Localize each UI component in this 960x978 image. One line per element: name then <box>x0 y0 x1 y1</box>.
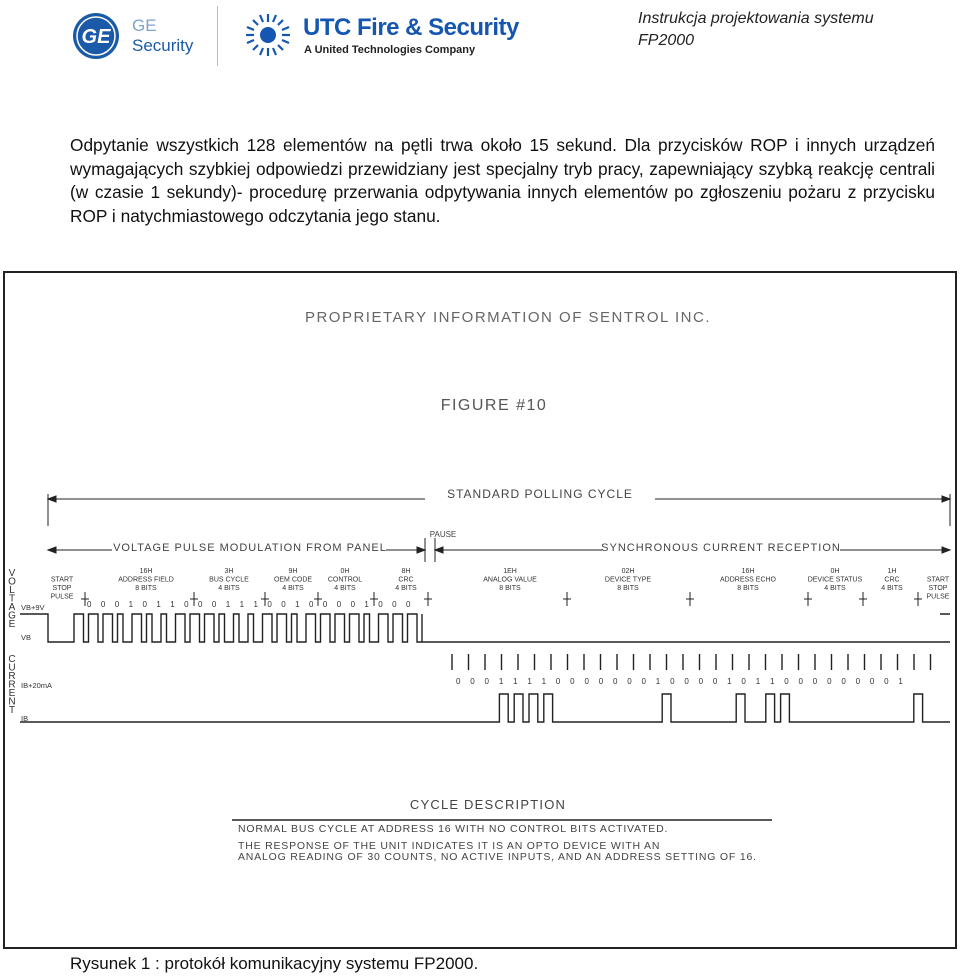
field-label-line: 4 BITS <box>881 585 903 592</box>
voltage-axis-letter: O <box>8 576 16 588</box>
voltage-mod-label: VOLTAGE PULSE MODULATION FROM PANEL <box>113 542 387 554</box>
current-axis-letter: N <box>8 696 16 708</box>
voltage-axis-letter: E <box>8 619 16 630</box>
field-label <box>927 577 950 601</box>
level-ib: IB <box>21 714 29 723</box>
field-label-line: 02H <box>621 568 635 575</box>
field-label-line: ADDRESS ECHO <box>719 576 777 584</box>
current-axis-letter: R <box>8 671 16 682</box>
body-paragraph: Odpytanie wszystkich 128 elementów na pętli trwa około 15 sekund. Dla przycisków ROP i innych urządzeń wymagających szybkiej odpowiedzi przewidziany jest specjalny tryb pracy, zapewniający szybką reakcję centrali (w czasie 1 sekundy)- procedurę przerwania odpytywania innych elementów po zgłoszeniu pożaru z przycisku ROP i natychmiastowego odczytania jego stanu. <box>70 135 935 226</box>
voltage-axis-letter: G <box>8 610 16 622</box>
field-label-line: 4 BITS <box>395 585 417 592</box>
field-label-line: PULSE <box>926 593 950 601</box>
voltage-axis-letter: T <box>8 593 16 605</box>
field-label-line: OEM CODE <box>273 576 313 584</box>
field-label-line: 4 BITS <box>218 585 240 592</box>
proprietary-label: PROPRIETARY INFORMATION OF SENTROL INC. <box>304 309 712 326</box>
field-label-line: 4 BITS <box>334 585 356 592</box>
desc-line-3: ANALOG READING OF 30 COUNTS, NO ACTIVE INPUTS, AND AN ADDRESS SETTING OF 16. <box>238 851 757 863</box>
voltage-axis-letter: L <box>9 585 15 596</box>
svg-text:GE: GE <box>81 26 111 48</box>
level-ib20: IB+20mA <box>21 681 53 690</box>
field-label-line: 1EH <box>503 568 517 575</box>
field-label-line: ADDRESS FIELD <box>118 576 174 584</box>
desc-line-1: NORMAL BUS CYCLE AT ADDRESS 16 WITH NO CONTROL BITS ACTIVATED. <box>238 823 669 835</box>
field-label-line: 0H <box>830 568 840 575</box>
current-axis-letter: T <box>8 705 16 716</box>
field-label-line: STOP <box>52 585 72 592</box>
level-vb9: VB+9V <box>21 603 45 612</box>
ge-security-name: GE Security <box>132 16 194 55</box>
field-label-line: 9H <box>288 568 298 575</box>
voltage-axis-letter: V <box>8 568 16 579</box>
header-divider <box>217 6 218 66</box>
page-header <box>0 0 960 75</box>
field-label-line: 16H <box>741 568 755 575</box>
field-label-line: START <box>50 576 74 584</box>
utc-globe-logo <box>242 12 294 58</box>
field-label-line: DEVICE STATUS <box>807 576 863 584</box>
pause-label: PAUSE <box>429 530 457 539</box>
polling-cycle-figure <box>0 270 960 950</box>
field-label-line: BUS CYCLE <box>209 576 249 584</box>
field-label-line: 8 BITS <box>617 585 639 592</box>
ge-logo <box>72 12 120 60</box>
current-bits: 0 0 0 1 1 1 1 0 0 0 0 0 0 0 1 0 0 0 0 1 0 1 1 0 0 0 0 0 0 0 0 1 <box>456 677 907 686</box>
current-axis-letter: U <box>8 662 16 674</box>
field-label-line: ANALOG VALUE <box>483 576 537 584</box>
voltage-axis-letter: A <box>8 602 16 613</box>
field-label-line: 8 BITS <box>499 585 521 592</box>
utc-title: UTC Fire & Security <box>303 14 519 41</box>
figure-label: FIGURE #10 <box>440 397 548 414</box>
sync-current-label: SYNCHRONOUS CURRENT RECEPTION <box>601 542 841 554</box>
field-label-line: 3H <box>224 568 234 575</box>
current-axis-letter: R <box>8 679 16 691</box>
figure-caption: Rysunek 1 : protokół komunikacyjny systemu FP2000. <box>70 954 479 973</box>
field-label-line: 8H <box>401 568 411 575</box>
field-label-line: DEVICE TYPE <box>604 576 652 584</box>
field-label-line: 4 BITS <box>824 585 846 592</box>
voltage-axis-label <box>8 568 16 630</box>
field-label-line: CRC <box>398 576 414 584</box>
current-axis-letter: C <box>8 654 16 665</box>
current-axis-letter: E <box>8 688 16 699</box>
current-axis-label <box>8 654 15 716</box>
field-label-line: CRC <box>884 576 900 584</box>
voltage-bits: 0 0 0 1 0 1 1 0 0 0 1 1 1 0 0 1 0 0 0 0 1 0 0 0 <box>87 600 415 609</box>
field-label-line: 8 BITS <box>737 585 759 592</box>
field-label-line: STOP <box>928 585 948 592</box>
desc-line-2: THE RESPONSE OF THE UNIT INDICATES IT IS AN OPTO DEVICE WITH AN <box>238 840 661 852</box>
document-title: Instrukcja projektowania systemu FP2000 <box>638 10 874 49</box>
field-label-line: 0H <box>340 568 350 575</box>
cycle-description-title: CYCLE DESCRIPTION <box>409 797 567 812</box>
field-label-line: 1H <box>887 568 897 575</box>
field-label-line: CONTROL <box>327 576 363 584</box>
utc-subtitle: A United Technologies Company <box>304 44 476 56</box>
field-label-line: PULSE <box>50 593 74 601</box>
field-label-line: 4 BITS <box>282 585 304 592</box>
field-label-line: 8 BITS <box>135 585 157 592</box>
field-label-line: START <box>926 576 950 584</box>
field-label-line: 16H <box>139 568 153 575</box>
standard-cycle-label: STANDARD POLLING CYCLE <box>447 487 633 501</box>
field-label <box>51 577 74 601</box>
level-vb: VB <box>21 633 32 642</box>
